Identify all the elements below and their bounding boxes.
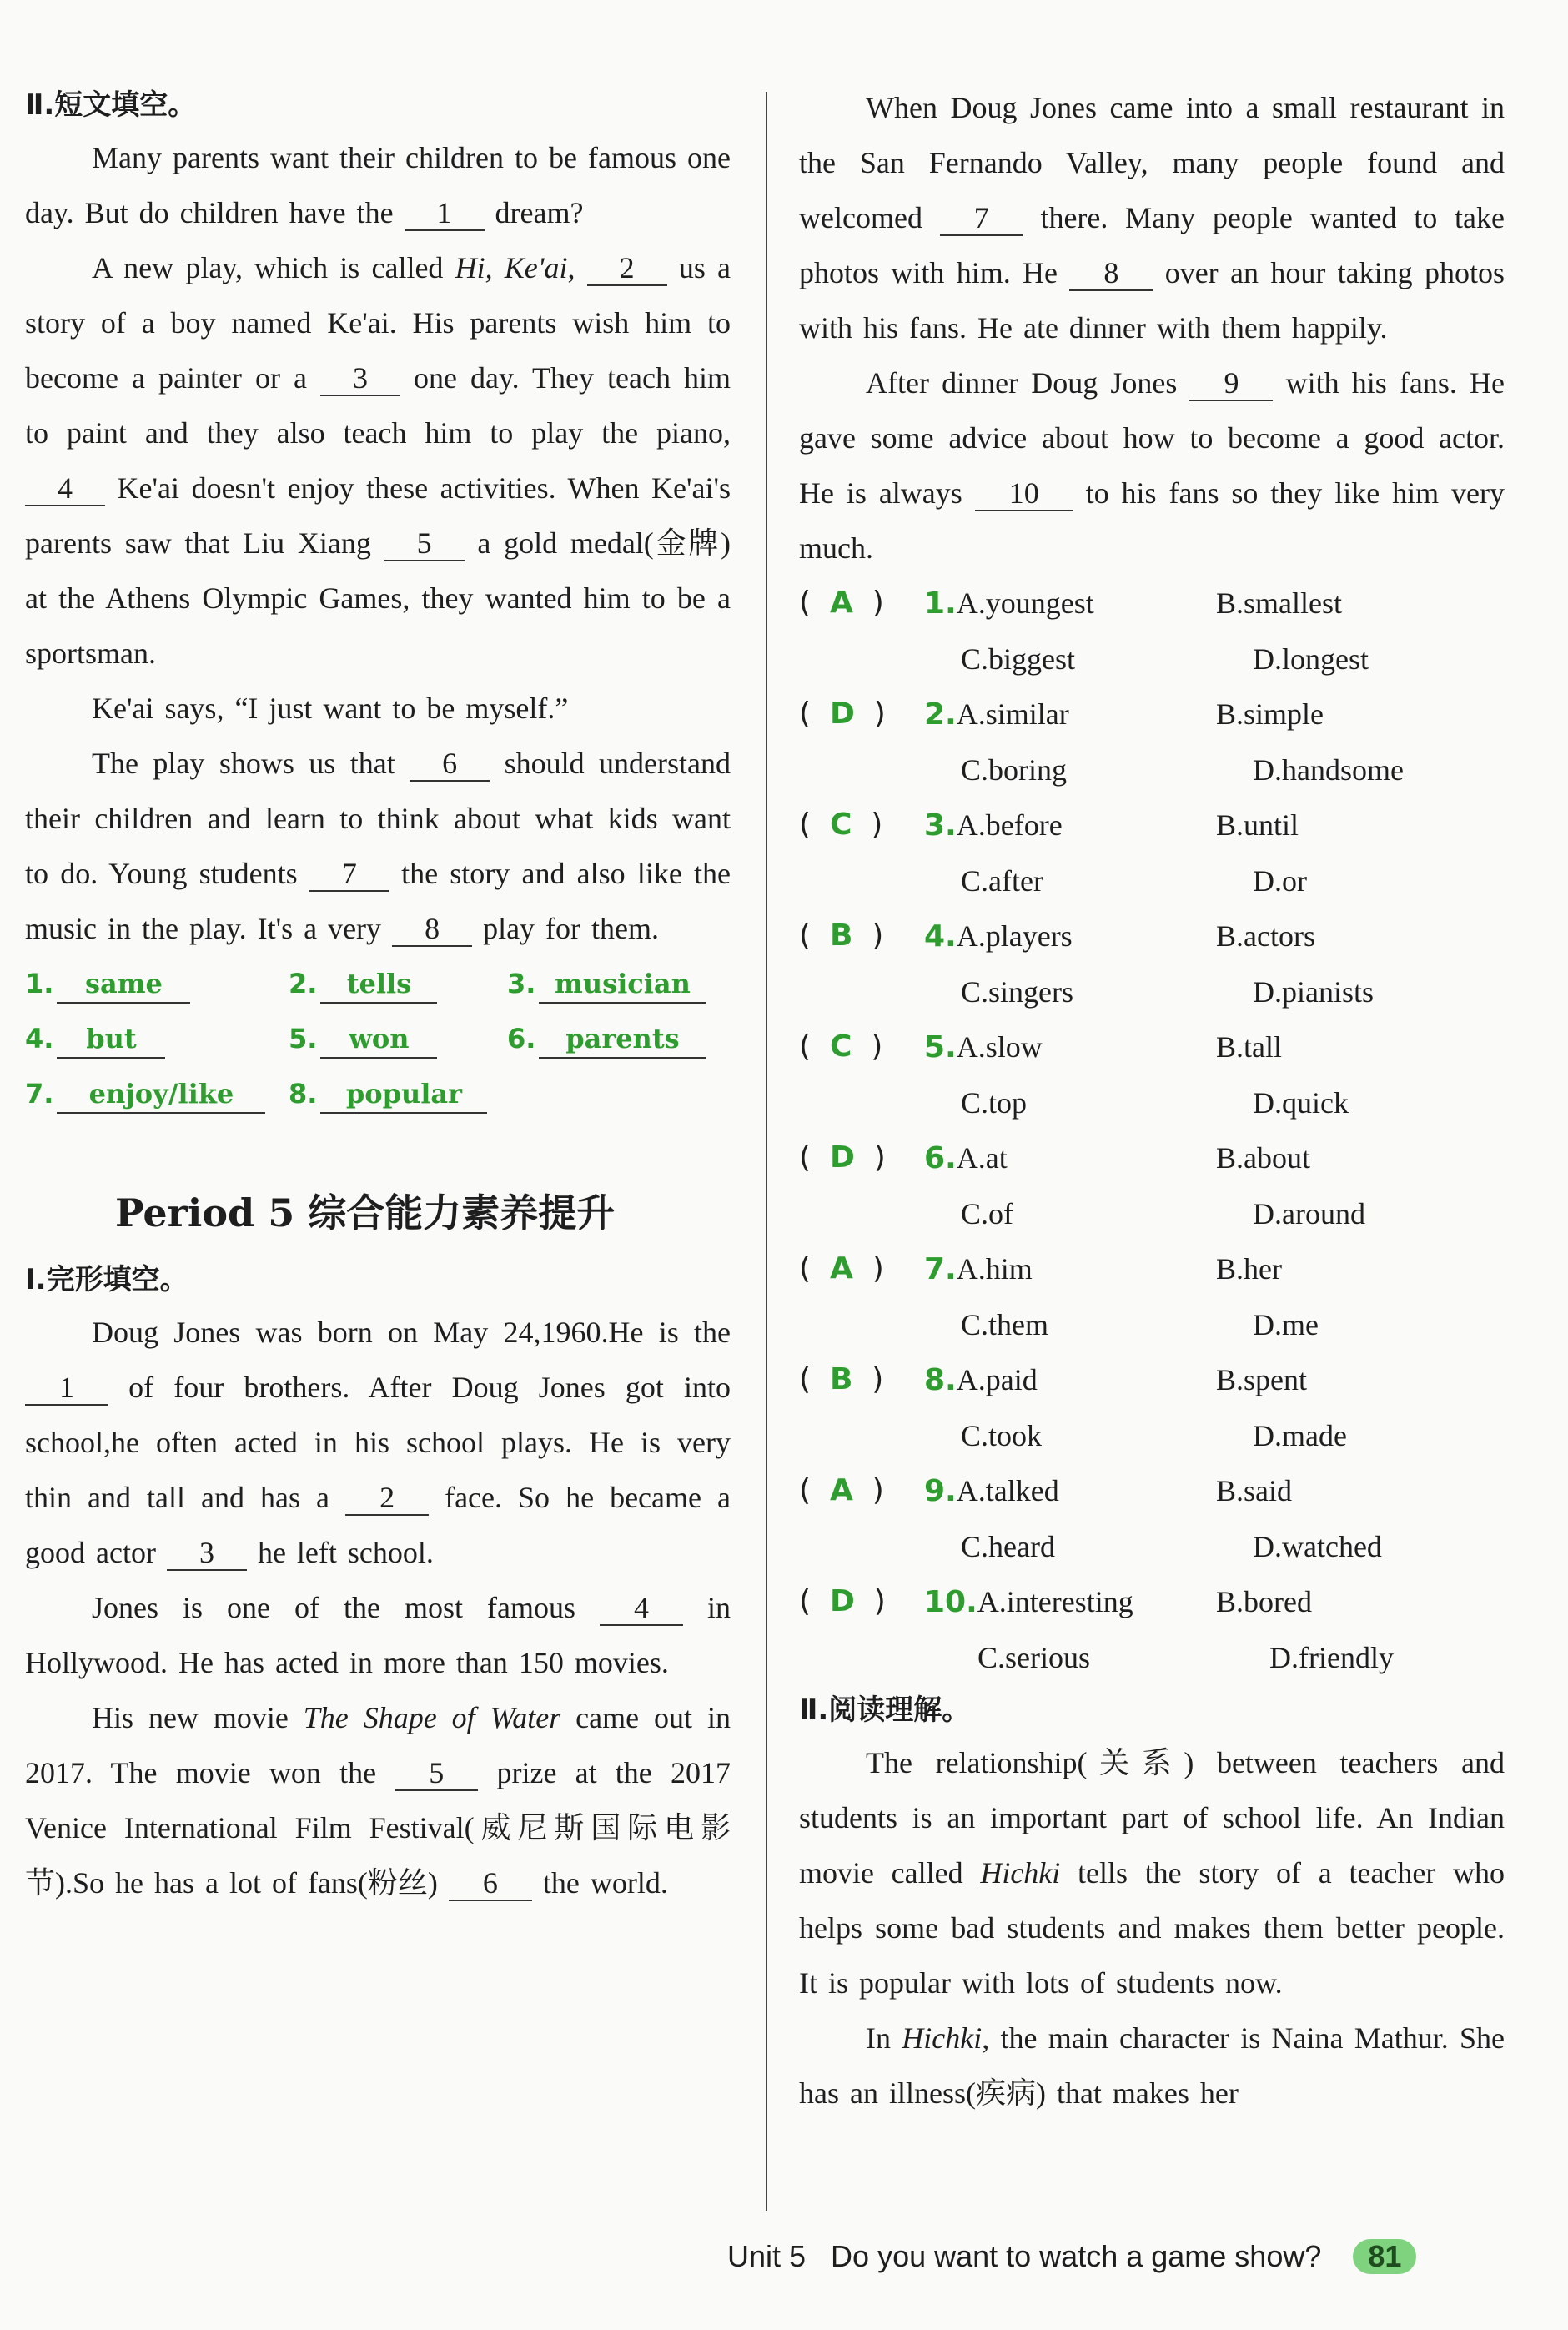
text: dream? <box>484 196 584 229</box>
text: to his fans so they like him very much. <box>799 476 1505 565</box>
passage-paragraph-1 <box>25 130 731 240</box>
answer-row <box>25 1066 731 1121</box>
text: When Doug Jones came into a small restaurant in the San Fernando Valley, many people found and welcomed <box>799 91 1505 234</box>
option-c: C.top <box>961 1086 1028 1120</box>
text: Ke'ai doesn't enjoy these activities. When Ke'ai's parents saw that Liu Xiang <box>25 471 731 560</box>
option-c: C.after <box>961 864 1043 898</box>
left-column <box>25 80 731 1910</box>
cloze-paragraph-5 <box>799 355 1505 576</box>
question-row-2 <box>799 1630 1505 1685</box>
section-title-reading: Ⅱ.阅读理解。 <box>799 1693 971 1727</box>
option-a: A.before <box>956 808 1063 842</box>
question-row-2 <box>799 1519 1505 1574</box>
cloze-blank-6: 6 <box>449 1866 532 1901</box>
option-d: D.friendly <box>1269 1641 1394 1674</box>
text: came out in 2017. The movie won the <box>25 1701 731 1789</box>
answer-number: 1. <box>25 968 54 999</box>
option-c: C.them <box>961 1308 1048 1341</box>
answer-1 <box>25 956 289 1011</box>
text: His new movie <box>92 1701 304 1734</box>
option-c: C.biggest <box>961 642 1076 676</box>
option-a: A.talked <box>956 1474 1059 1507</box>
blank-5: 5 <box>384 526 465 561</box>
reading-paragraph-2 <box>799 2010 1505 2121</box>
text: A new play, which is called <box>92 251 455 284</box>
question-row-2 <box>799 1297 1505 1352</box>
text: with his fans. He gave some advice about how to become a good actor. He is always <box>799 366 1505 510</box>
cloze-blank-5: 5 <box>395 1756 478 1791</box>
question-row <box>799 576 1505 632</box>
option-a: A.players <box>956 919 1073 953</box>
answer-7 <box>25 1066 289 1121</box>
option-b: B.bored <box>1216 1585 1312 1618</box>
text: a gold medal(金牌) at the Athens Olympic Games, they wanted him to be a sportsman. <box>25 526 731 670</box>
answer-paren: ( C ) <box>799 808 883 842</box>
option-d: D.around <box>1253 1197 1365 1230</box>
section-title-fill-in: Ⅱ.短文填空。 <box>25 88 197 122</box>
unit-title: Unit 5 Do you want to watch a game show? <box>727 2239 1322 2273</box>
question-row <box>799 1130 1505 1186</box>
question-number: 1. <box>924 586 957 621</box>
blank-6: 6 <box>410 747 490 782</box>
cloze-blank-8: 8 <box>1069 256 1153 291</box>
option-a: A.similar <box>956 697 1069 731</box>
question-answer: A <box>829 1251 853 1286</box>
option-d: D.handsome <box>1253 753 1404 787</box>
question-number: 4. <box>924 919 957 954</box>
question-answer: A <box>829 586 853 620</box>
question-row-2 <box>799 1186 1505 1241</box>
answer-6 <box>507 1011 706 1066</box>
answer-paren: ( A ) <box>799 1251 884 1286</box>
text: , <box>567 251 587 284</box>
cloze-blank-7: 7 <box>940 201 1023 236</box>
answer-2 <box>289 956 507 1011</box>
option-a: A.at <box>956 1141 1008 1175</box>
text: The relationship(关系) between teachers and students is an important part of school life. An Indian movie called <box>799 1746 1505 1890</box>
reading-paragraph-1 <box>799 1735 1505 2010</box>
text: The play shows us that <box>92 747 410 780</box>
option-c: C.singers <box>961 975 1073 1009</box>
question-number: 9. <box>924 1474 957 1508</box>
question-row-2 <box>799 1075 1505 1130</box>
text: After dinner Doug Jones <box>866 366 1190 400</box>
option-d: D.made <box>1253 1419 1347 1452</box>
question-row <box>799 1574 1505 1630</box>
movie-title: Hichki <box>902 2021 983 2055</box>
page-number: 81 <box>1353 2239 1416 2274</box>
text: the story and also like the music in the play. It's a very <box>25 857 731 945</box>
option-c: C.boring <box>961 753 1068 787</box>
text: In <box>866 2021 902 2055</box>
option-d: D.pianists <box>1253 975 1375 1009</box>
passage-paragraph-2 <box>25 240 731 681</box>
question-answer: D <box>829 697 855 731</box>
cloze-blank-9: 9 <box>1189 366 1273 401</box>
option-c: C.serious <box>977 1641 1090 1674</box>
answer-value: won <box>320 1020 437 1059</box>
text: Many parents want their children to be famous one day. But do children have the <box>25 141 731 229</box>
passage-paragraph-3: Ke'ai says, “I just want to be myself.” <box>92 692 569 725</box>
text: over an hour taking photos with his fans. He ate dinner with them happily. <box>799 256 1505 345</box>
question-number: 2. <box>924 697 957 732</box>
question-answer: B <box>829 918 853 953</box>
option-b: B.smallest <box>1216 586 1342 620</box>
cloze-blank-10: 10 <box>975 476 1073 511</box>
option-d: D.or <box>1253 864 1307 898</box>
blank-3: 3 <box>320 361 400 396</box>
option-b: B.actors <box>1216 919 1315 953</box>
text: of four brothers. After Doug Jones got into school,he often acted in his school plays. He is very thin and tall and has a <box>25 1371 731 1514</box>
question-number: 8. <box>924 1363 957 1397</box>
cloze-paragraph-4 <box>799 80 1505 355</box>
text: tells the story of a teacher who helps some bad students and makes them better people. It is popular with lots of students now. <box>799 1856 1505 2000</box>
text: he left school. <box>246 1536 434 1569</box>
question-number: 5. <box>924 1030 957 1064</box>
text: there. Many people wanted to take photos with him. He <box>799 201 1505 289</box>
text: face. So he became a good actor <box>25 1481 731 1569</box>
text: play for them. <box>472 912 660 945</box>
question-row <box>799 798 1505 853</box>
answer-8 <box>289 1066 487 1121</box>
answer-paren: ( C ) <box>799 1029 883 1064</box>
option-a: A.youngest <box>956 586 1094 620</box>
right-column <box>799 80 1505 2121</box>
question-row <box>799 1019 1505 1075</box>
answer-paren: ( D ) <box>799 1584 886 1618</box>
question-number: 6. <box>924 1141 957 1175</box>
option-c: C.took <box>961 1419 1043 1452</box>
cloze-blank-4: 4 <box>600 1591 683 1626</box>
answer-value: popular <box>320 1075 487 1114</box>
answer-number: 4. <box>25 1023 54 1054</box>
blank-7: 7 <box>309 857 389 892</box>
text: Doug Jones was born on May 24,1960.He is the <box>92 1316 731 1349</box>
passage-paragraph-4 <box>25 736 731 956</box>
cloze-paragraph-3 <box>25 1690 731 1910</box>
question-row-2 <box>799 632 1505 687</box>
option-d: D.longest <box>1253 642 1369 676</box>
question-number: 3. <box>924 808 957 843</box>
option-a: A.slow <box>956 1030 1043 1064</box>
option-b: B.simple <box>1216 697 1324 731</box>
answer-value: musician <box>539 965 706 1004</box>
answer-value: parents <box>539 1020 706 1059</box>
answer-paren: ( A ) <box>799 586 884 620</box>
blank-1: 1 <box>405 196 485 231</box>
answer-paren: ( A ) <box>799 1473 884 1507</box>
option-d: D.quick <box>1253 1086 1349 1120</box>
cloze-options <box>799 576 1505 1685</box>
option-d: D.me <box>1253 1308 1319 1341</box>
answer-number: 2. <box>289 968 318 999</box>
text: prize at the 2017 Venice International Film Festival(威尼斯国际电影节).So he has a lot of fans(粉丝) <box>25 1756 731 1900</box>
answer-value: enjoy/like <box>57 1075 265 1114</box>
text: , the main character is Naina Mathur. She has an illness(疾病) that makes her <box>799 2021 1505 2110</box>
answer-row <box>25 956 731 1011</box>
option-c: C.of <box>961 1197 1013 1230</box>
question-answer: D <box>829 1584 855 1618</box>
question-row <box>799 908 1505 964</box>
question-row <box>799 687 1505 742</box>
answer-value: same <box>57 965 190 1004</box>
movie-title: The Shape of Water <box>303 1701 561 1734</box>
question-row-2 <box>799 964 1505 1019</box>
question-answer: D <box>829 1140 855 1175</box>
cloze-paragraph-1 <box>25 1305 731 1580</box>
question-row-2 <box>799 742 1505 798</box>
answer-paren: ( B ) <box>799 1362 884 1396</box>
blank-4: 4 <box>25 471 105 506</box>
text: should understand their children and learn to think about what kids want to do. Young students <box>25 747 731 890</box>
cloze-blank-1: 1 <box>25 1371 108 1406</box>
cloze-paragraph-2 <box>25 1580 731 1690</box>
page-footer <box>727 2239 1416 2274</box>
option-b: B.until <box>1216 808 1299 842</box>
answer-4 <box>25 1011 289 1066</box>
answer-number: 3. <box>507 968 536 999</box>
text: us a story of a boy named Ke'ai. His parents wish him to become a painter or a <box>25 251 731 395</box>
option-b: B.about <box>1216 1141 1310 1175</box>
option-d: D.watched <box>1253 1530 1382 1563</box>
text: Jones is one of the most famous <box>92 1591 600 1624</box>
option-a: A.him <box>956 1252 1033 1286</box>
blank-2: 2 <box>587 251 667 286</box>
option-c: C.heard <box>961 1530 1055 1563</box>
movie-title: Hichki <box>980 1856 1061 1890</box>
answer-number: 6. <box>507 1023 536 1054</box>
answer-number: 5. <box>289 1023 318 1054</box>
question-row <box>799 1241 1505 1297</box>
answer-number: 8. <box>289 1078 318 1110</box>
question-number: 10. <box>924 1585 977 1619</box>
blank-8: 8 <box>392 912 472 947</box>
option-b: B.spent <box>1216 1363 1308 1396</box>
question-row-2 <box>799 853 1505 908</box>
answer-number: 7. <box>25 1078 54 1110</box>
answer-5 <box>289 1011 507 1066</box>
answer-3 <box>507 956 706 1011</box>
question-answer: C <box>829 808 852 842</box>
answer-paren: ( D ) <box>799 1140 886 1175</box>
text: one day. They teach him to paint and they also teach him to play the piano, <box>25 361 731 450</box>
text: in Hollywood. He has acted in more than 150 movies. <box>25 1591 731 1679</box>
answer-row <box>25 1011 731 1066</box>
question-row <box>799 1463 1505 1519</box>
cloze-blank-2: 2 <box>345 1481 429 1516</box>
period-title: Period 5 综合能力素养提升 <box>115 1190 616 1235</box>
play-title: Hi, Ke'ai <box>455 251 568 284</box>
option-a: A.paid <box>956 1363 1038 1396</box>
section-title-cloze: Ⅰ.完形填空。 <box>25 1263 188 1296</box>
question-answer: A <box>829 1473 853 1507</box>
option-a: A.interesting <box>977 1585 1133 1618</box>
question-number: 7. <box>924 1252 957 1286</box>
text: the world. <box>531 1866 668 1900</box>
option-b: B.said <box>1216 1474 1293 1507</box>
answer-value: tells <box>320 965 437 1004</box>
answer-paren: ( D ) <box>799 697 886 731</box>
answer-value: but <box>57 1020 165 1059</box>
question-answer: C <box>829 1029 852 1064</box>
answer-paren: ( B ) <box>799 918 884 953</box>
option-b: B.her <box>1216 1252 1282 1286</box>
question-row <box>799 1352 1505 1408</box>
question-row-2 <box>799 1408 1505 1463</box>
column-divider <box>766 92 767 2211</box>
option-b: B.tall <box>1216 1030 1282 1064</box>
cloze-blank-3: 3 <box>167 1536 247 1571</box>
question-answer: B <box>829 1362 853 1396</box>
